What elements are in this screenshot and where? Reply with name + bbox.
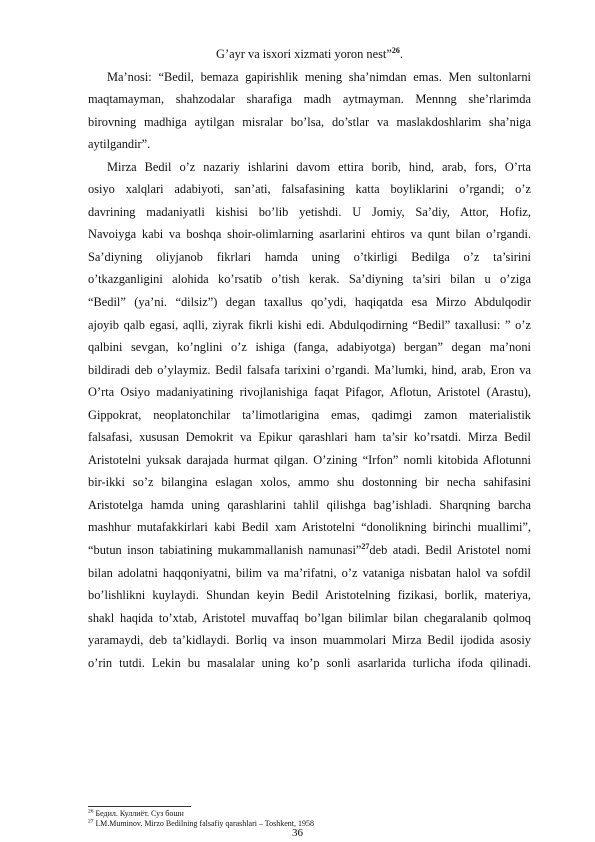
- paragraph-line: bir-ikki so’z bilangina eslagan xolos, ammo shu dostonning bir necha sahifasini: [88, 475, 531, 490]
- paragraph-text: deb atadi. Bedil Aristotel nomi: [369, 543, 531, 558]
- poem-line: [88, 43, 531, 66]
- footnote-text: I.M.Muminov. Mirzo Bedilning falsafiy qarashlari – Toshkent, 1958: [95, 819, 315, 828]
- paragraph-line: Aristotelga hamda uning qarashlarini tahlil qilishga bag’ishladi. Sharqning barcha: [88, 497, 531, 512]
- quote-text: “butun inson tabiatining mukammallanish namunasi”: [88, 543, 362, 558]
- paragraph-line: yaramaydi, deb ta’kidlaydi. Borliq va inson muammolari Mirza Bedil ijodida asosiy: [88, 633, 531, 648]
- paragraph-line: birovning madhiga aytilgan misralar bo’lsa, do’stlar va maslakdoshlarim sha’niga: [88, 114, 531, 129]
- paragraph-line: bilan adolatni haqqoniyatni, bilim va ma’rifatni, o’z vataniga nisbatan halol va sofdil: [88, 565, 531, 580]
- paragraph-line: davrining madaniyatli kishisi bo’lib yetishdi. U Jomiy, Sa’diy, Attor, Hofiz,: [88, 204, 531, 219]
- paragraph-line: Aristotelni yuksak darajada hurmat qilgan. O’zining “Irfon” nomli kitobida Aflotunni: [88, 452, 531, 467]
- footnote-number: 26: [88, 808, 94, 815]
- footnote-ref-26[interactable]: 26: [391, 45, 400, 55]
- paragraph-line: maqtamayman, shahzodalar sharafiga madh aytmayman. Mennng she’rlarimda: [88, 92, 531, 107]
- paragraph-line: Sa’diyning oliyjanob fikrlari hamda uning o’tkirligi Bedilga o’z ta’sirini: [88, 249, 531, 264]
- poem-end-punct: .: [399, 47, 403, 61]
- paragraph-line: falsafasi, xususan Demokrit va Epikur qarashlari ham ta’sir ko’rsatdi. Mirza Bedil: [88, 430, 531, 445]
- footnote-text: Бедил. Куллиёт. Суз бошн: [95, 809, 184, 818]
- paragraph-line: O’rta Osiyo madaniyatining rivojlanishiga faqat Pifagor, Aflotun, Aristotel (Arastu),: [88, 385, 531, 400]
- paragraph-line: Gippokrat, neoplatonchilar ta’limotlarigina emas, qadimgi zamon materialistik: [88, 407, 531, 422]
- footnotes: [88, 809, 531, 829]
- paragraph-line: qalbini sevgan, ko’nglini o’z ishiga (fanga, adabiyotga) bergan” degan ma’noni: [88, 340, 531, 355]
- footnote-number: 27: [88, 818, 94, 825]
- paragraph-line: ajoyib qalb egasi, aqlli, ziyrak fikrli kishi edi. Abdulqodirning “Bedil” taxallusi: ” o’z: [88, 317, 531, 332]
- paragraph-line: [88, 539, 531, 562]
- paragraph-line: o’tkazganligini alohida ko’rsatib o’tish kerak. Sa’diyning ta’siri bilan u o’ziga: [88, 272, 531, 287]
- paragraph-line: bo’lishlikni kuylaydi. Shundan keyin Bedil Aristotelning fizikasi, borlik, materiya,: [88, 588, 531, 603]
- paragraph-line: Ma’nosi: “Bedil, bemaza gapirishlik mening sha’nimdan emas. Men sultonlarni: [107, 69, 531, 84]
- page-number: 36: [292, 827, 303, 839]
- footnote-divider: [88, 806, 191, 807]
- paragraph-line: bildiradi deb o’ylaymiz. Bedil falsafa tarixini o’rgandi. Ma’lumki, hind, arab, Eron va: [88, 362, 531, 377]
- poem-text: G’ayr va isxori xizmati yoron nest”: [216, 47, 392, 61]
- paragraph-line: Navoiyga kabi va boshqa shoir-olimlarning asarlarini ehtiros va qunt bilan o’rgandi.: [88, 227, 531, 242]
- paragraph-line: Mirza Bedil o’z nazariy ishlarini davom ettira borib, hind, arab, fors, O’rta: [107, 159, 531, 174]
- paragraph-line: “Bedil” (ya’ni. “dilsiz”) degan taxallus qo’ydi, haqiqatda esa Mirzo Abdulqodir: [88, 295, 531, 310]
- footnote-ref-27[interactable]: 27: [361, 541, 370, 551]
- document-body: [88, 43, 531, 674]
- paragraph-line: osiyo xalqlari adabiyoti, san’ati, falsafasining katta boyliklarini o’rgandi; o’z: [88, 182, 531, 197]
- paragraph-line: o’rin tutdi. Lekin bu masalalar uning ko’p sonli asarlarida turlicha ifoda qilinadi.: [88, 655, 531, 670]
- paragraph-line: mashhur mutafakkirlari kabi Bedil xam Aristotelni “donolikning birinchi muallimi”,: [88, 520, 531, 535]
- footnote-26: [88, 809, 531, 819]
- paragraph-line: shakl haqida to’xtab, Aristotel muvaffaq bo’lgan bilimlar bilan chegaralanib qolmoq: [88, 610, 531, 625]
- paragraph-line: aytilgandir”.: [88, 137, 151, 152]
